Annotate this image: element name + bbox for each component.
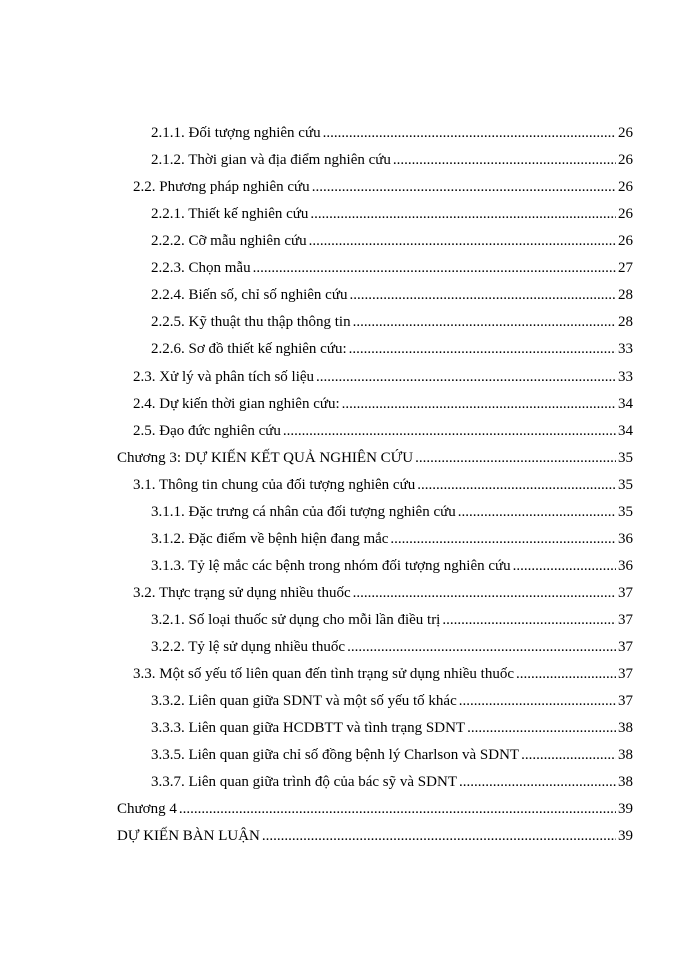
toc-page-number: 34 [618,396,633,412]
dot-leader [458,503,616,521]
toc-entry-label: 3.3.3. Liên quan giữa HCDBTT và tình trạng SDNT [151,720,466,736]
dot-leader [393,151,616,169]
toc-page-number: 34 [618,423,633,439]
toc-entry-label: 2.1.2. Thời gian và địa điểm nghiên cứu [151,152,391,168]
toc-entry[interactable] [133,476,633,494]
dot-leader [415,449,616,467]
toc-entry-label: Chương 3: DỰ KIẾN KẾT QUẢ NGHIÊN CỨU [117,450,414,466]
toc-entry[interactable] [151,340,633,358]
toc-entry[interactable] [133,665,633,683]
dot-leader [253,259,616,277]
toc-page-number: 38 [618,720,633,736]
toc-page-number: 36 [618,531,633,547]
toc-entry[interactable] [133,584,633,602]
dot-leader [342,395,616,413]
toc-page-number: 37 [618,585,633,601]
toc-page-number: 35 [618,477,633,493]
toc-entry-label: 3.1.1. Đặc trưng cá nhân của đối tượng nghiên cứu [151,504,456,520]
toc-page-number: 28 [618,314,633,330]
toc-entry-label: 3.1. Thông tin chung của đối tượng nghiên cứu [133,477,416,493]
toc-page-number: 27 [618,260,633,276]
dot-leader [310,205,616,223]
toc-entry[interactable] [117,449,633,467]
toc-page-number: 26 [618,152,633,168]
toc-page-number: 35 [618,450,633,466]
toc-entry-label: 2.4. Dự kiến thời gian nghiên cứu: [133,396,340,412]
toc-page-number: 35 [618,504,633,520]
toc-entry-label: 2.2.1. Thiết kế nghiên cứu [151,206,309,222]
toc-page-number: 26 [618,206,633,222]
dot-leader [467,719,616,737]
toc-page-number: 38 [618,747,633,763]
dot-leader [179,800,616,818]
toc-page-number: 39 [618,828,633,844]
toc-entry[interactable] [133,178,633,196]
toc-entry[interactable] [151,773,633,791]
dot-leader [309,232,616,250]
dot-leader [353,313,616,331]
toc-entry-label: 3.2. Thực trạng sử dụng nhiều thuốc [133,585,351,601]
toc-entry[interactable] [133,368,633,386]
toc-page-number: 33 [618,369,633,385]
toc-entry-label: 2.2.3. Chọn mẫu [151,260,251,276]
dot-leader [521,746,616,764]
toc-entry-label: 3.2.1. Số loại thuốc sử dụng cho mỗi lần điều trị [151,612,441,628]
toc-page-number: 37 [618,666,633,682]
toc-page-number: 26 [618,125,633,141]
toc-page-number: 28 [618,287,633,303]
toc-entry-label: 2.2.6. Sơ đồ thiết kế nghiên cứu: [151,341,347,357]
toc-entry[interactable] [151,503,633,521]
dot-leader [353,584,616,602]
toc-entry[interactable] [117,800,633,818]
toc-entry-label: 2.2.2. Cỡ mẫu nghiên cứu [151,233,307,249]
dot-leader [442,611,616,629]
toc-entry[interactable] [151,557,633,575]
toc-entry-label: 2.2. Phương pháp nghiên cứu [133,179,310,195]
toc-entry[interactable] [151,232,633,250]
dot-leader [513,557,616,575]
toc-entry-label: 3.3.7. Liên quan giữa trình độ của bác sỹ và SDNT [151,774,457,790]
toc-entry[interactable] [151,719,633,737]
dot-leader [283,422,616,440]
toc-entry[interactable] [151,611,633,629]
toc-entry-label: 3.3. Một số yếu tố liên quan đến tình trạng sử dụng nhiều thuốc [133,666,514,682]
dot-leader [390,530,616,548]
toc-entry[interactable] [151,205,633,223]
toc-entry-label: 3.3.5. Liên quan giữa chỉ số đồng bệnh lý Charlson và SDNT [151,747,520,763]
dot-leader [349,340,616,358]
toc-page-number: 38 [618,774,633,790]
toc-page-number: 39 [618,801,633,817]
toc-entry[interactable] [151,313,633,331]
toc-page-number: 33 [618,341,633,357]
toc-entry[interactable] [151,286,633,304]
toc-entry-label: 2.5. Đạo đức nghiên cứu [133,423,281,439]
dot-leader [349,286,616,304]
toc-entry[interactable] [117,827,633,845]
toc-entry-label: 3.1.2. Đặc điểm về bệnh hiện đang mắc [151,531,389,547]
toc-entry-label: Chương 4 [117,801,177,817]
toc-entry[interactable] [151,638,633,656]
toc-entry-label: DỰ KIẾN BÀN LUẬN [117,828,260,844]
dot-leader [323,124,616,142]
dot-leader [459,773,616,791]
toc-page-number: 37 [618,693,633,709]
toc-entry-label: 2.3. Xử lý và phân tích số liệu [133,369,315,385]
toc-page-number: 26 [618,233,633,249]
dot-leader [347,638,616,656]
toc-entry-label: 2.2.4. Biến số, chỉ số nghiên cứu [151,287,348,303]
dot-leader [262,827,616,845]
toc-entry-label: 3.2.2. Tỷ lệ sử dụng nhiều thuốc [151,639,346,655]
toc-entry-label: 2.1.1. Đối tượng nghiên cứu [151,125,321,141]
toc-page-number: 36 [618,558,633,574]
toc-entry-label: 2.2.5. Kỹ thuật thu thập thông tin [151,314,351,330]
dot-leader [459,692,616,710]
toc-page-number: 37 [618,639,633,655]
dot-leader [316,368,616,386]
dot-leader [312,178,616,196]
toc-entry[interactable] [151,746,633,764]
toc-page-number: 37 [618,612,633,628]
toc-entry[interactable] [151,530,633,548]
toc-entry[interactable] [151,259,633,277]
dot-leader [516,665,616,683]
toc-entry-label: 3.1.3. Tỷ lệ mắc các bệnh trong nhóm đối tượng nghiên cứu [151,558,511,574]
toc-entry[interactable] [151,692,633,710]
toc-entry[interactable] [151,151,633,169]
toc-entry[interactable] [151,124,633,142]
toc-entry-label: 3.3.2. Liên quan giữa SDNT và một số yếu tố khác [151,693,457,709]
toc-entry[interactable] [133,422,633,440]
toc-entry[interactable] [133,395,633,413]
toc-page-number: 26 [618,179,633,195]
dot-leader [417,476,616,494]
